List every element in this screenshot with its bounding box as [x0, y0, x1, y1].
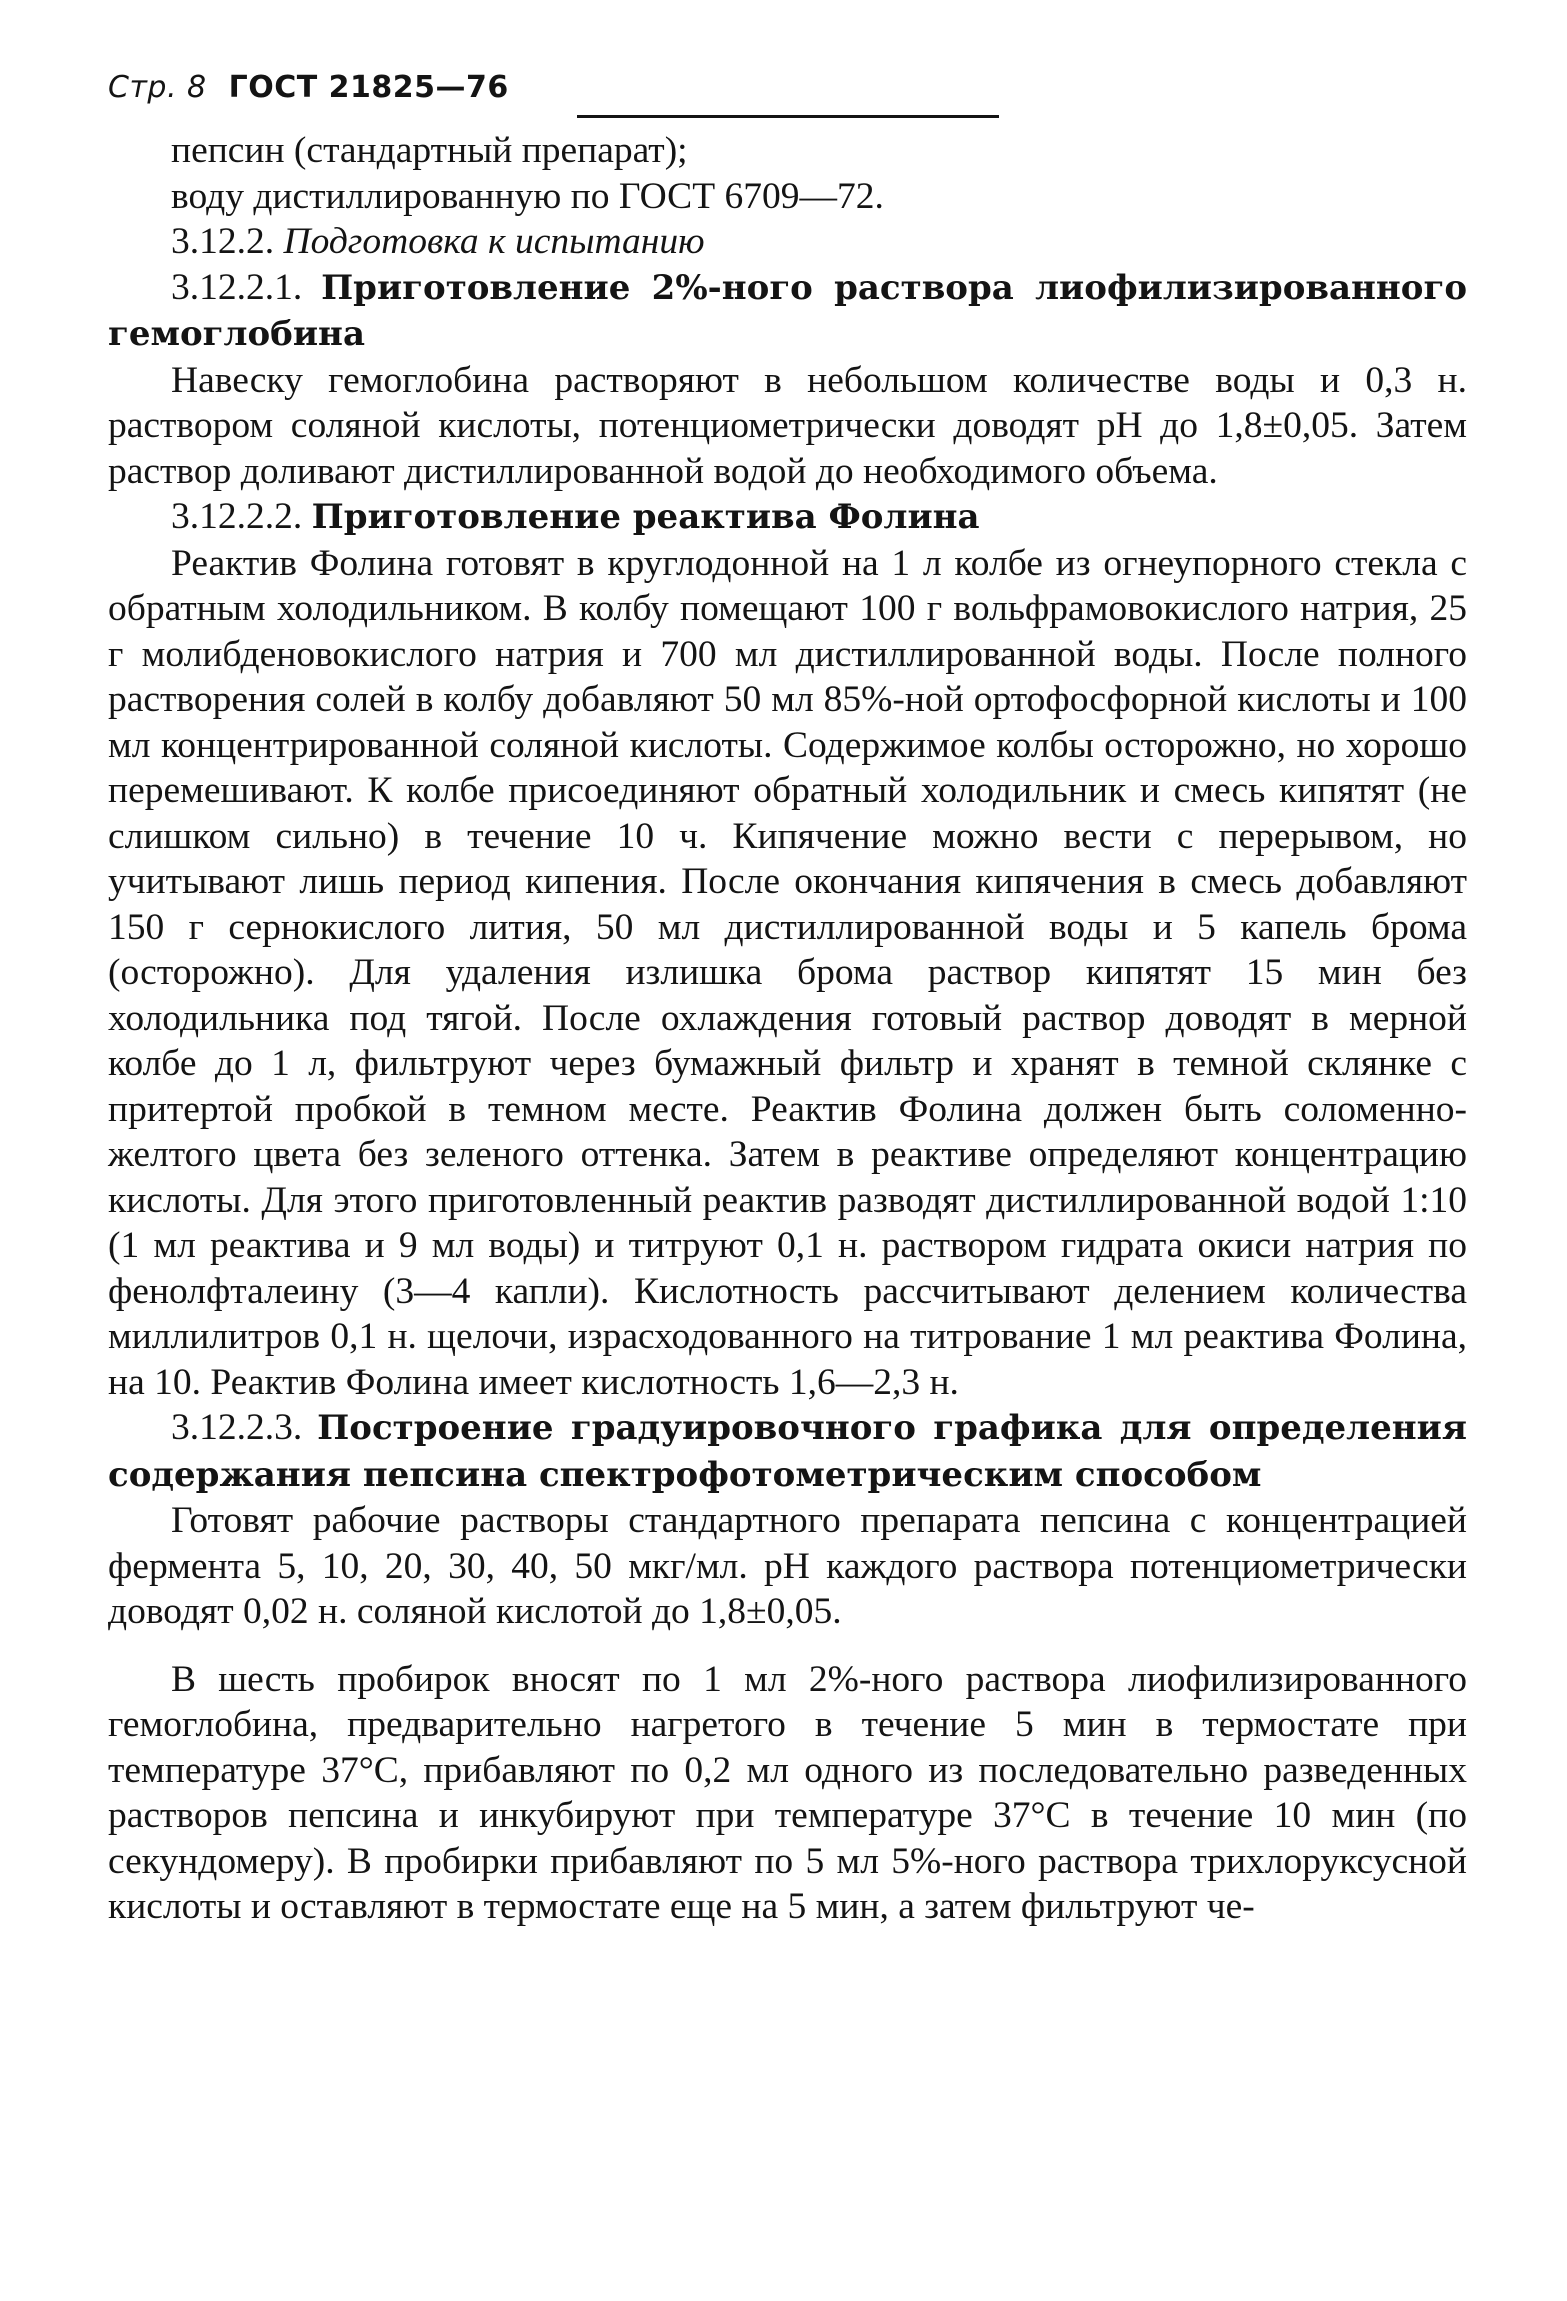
paragraph: Навеску гемоглобина растворяют в небольшом количестве воды и 0,3 н. раствором соляной кислоты, потенциометрически доводят рН до 1,8±0,05. Затем раствор доливают дистиллированной водой до необходимого объема.: [108, 359, 1467, 492]
section-number: 3.12.2.3.: [171, 1407, 303, 1448]
section-heading: [108, 265, 1467, 358]
section-number: 3.12.2.2.: [171, 496, 303, 537]
section-number: 3.12.2.1.: [171, 266, 303, 308]
section-title: Приготовление реактива Фолина: [311, 497, 980, 537]
list-item: воду дистиллированную по ГОСТ 6709—72.: [171, 175, 884, 217]
section-heading: [108, 219, 1467, 265]
paragraph: Готовят рабочие растворы стандартного препарата пепсина с концентрацией фермента 5, 10, 20, 30, 40, 50 мкг/мл. рН каждого раствора потенциометрически доводят 0,02 н. соляной кислотой до 1,8±0,05.: [108, 1500, 1467, 1632]
section-title: Подготовка к испытанию: [283, 221, 705, 262]
page-number: Стр. 8: [108, 70, 207, 105]
section-heading: [108, 494, 1467, 541]
section-heading: [108, 1405, 1467, 1498]
list-item: пепсин (стандартный препарат);: [171, 130, 688, 171]
standard-designation: ГОСТ 21825—76: [228, 70, 509, 105]
page-header: [108, 70, 1467, 105]
section-title: Построение градуировочного графика для определения содержания пепсина спектрофотометрическим способом: [108, 1408, 1467, 1495]
document-body: [108, 128, 1467, 1930]
paragraph: В шесть пробирок вносят по 1 мл 2%-ного раствора лиофилизированного гемоглобина, предварительно нагретого в течение 5 мин в термостате при температуре 37°С, прибавляют по 0,2 мл одного из последовательно разведенных растворов пепсина и инкубируют при температуре 37°С в течение 10 мин (по секундомеру). В пробирки прибавляют по 5 мл 5%-ного раствора трихлоруксусной кислоты и оставляют в термостате еще на 5 мин, а затем фильтруют че-: [108, 1658, 1467, 1927]
header-divider: [577, 115, 999, 118]
section-title: Приготовление 2%-ного раствора лиофилизированного гемоглобина: [108, 267, 1467, 354]
paragraph: Реактив Фолина готовят в круглодонной на 1 л колбе из огнеупорного стекла с обратным холодильником. В колбу помещают 100 г вольфрамовокислого натрия, 25 г молибденовокислого натрия и 700 мл дистиллированной воды. После полного растворения солей в колбу добавляют 50 мл 85%-ной ортофосфорной кислоты и 100 мл концентрированной соляной кислоты. Содержимое колбы осторожно, но хорошо перемешивают. К колбе присоединяют обратный холодильник и смесь кипятят (не слишком сильно) в течение 10 ч. Кипячение можно вести с перерывом, но учитывают лишь период кипения. После окончания кипячения в смесь добавляют 150 г сернокислого лития, 50 мл дистиллированной воды и 5 капель брома (осторожно). Для удаления излишка брома раствор кипятят 15 мин без холодильника под тягой. После охлаждения готовый раствор доводят в мерной колбе до 1 л, фильтруют через бумажный фильтр и хранят в темной склянке с притертой пробкой в темном месте. Реактив Фолина должен быть соломенно-желтого цвета без зеленого оттенка. Затем в реактиве определяют концентрацию кислоты. Для этого приготовленный реактив разводят дистиллированной водой 1:10 (1 мл реактива и 9 мл воды) и титруют 0,1 н. раствором гидрата окиси натрия по фенолфталеину (3—4 капли). Кислотность рассчитывают делением количества миллилитров 0,1 н. щелочи, израсходованного на титрование 1 мл реактива Фолина, на 10. Реактив Фолина имеет кислотность 1,6—2,3 н.: [108, 542, 1467, 1403]
section-number: 3.12.2.: [171, 221, 275, 262]
